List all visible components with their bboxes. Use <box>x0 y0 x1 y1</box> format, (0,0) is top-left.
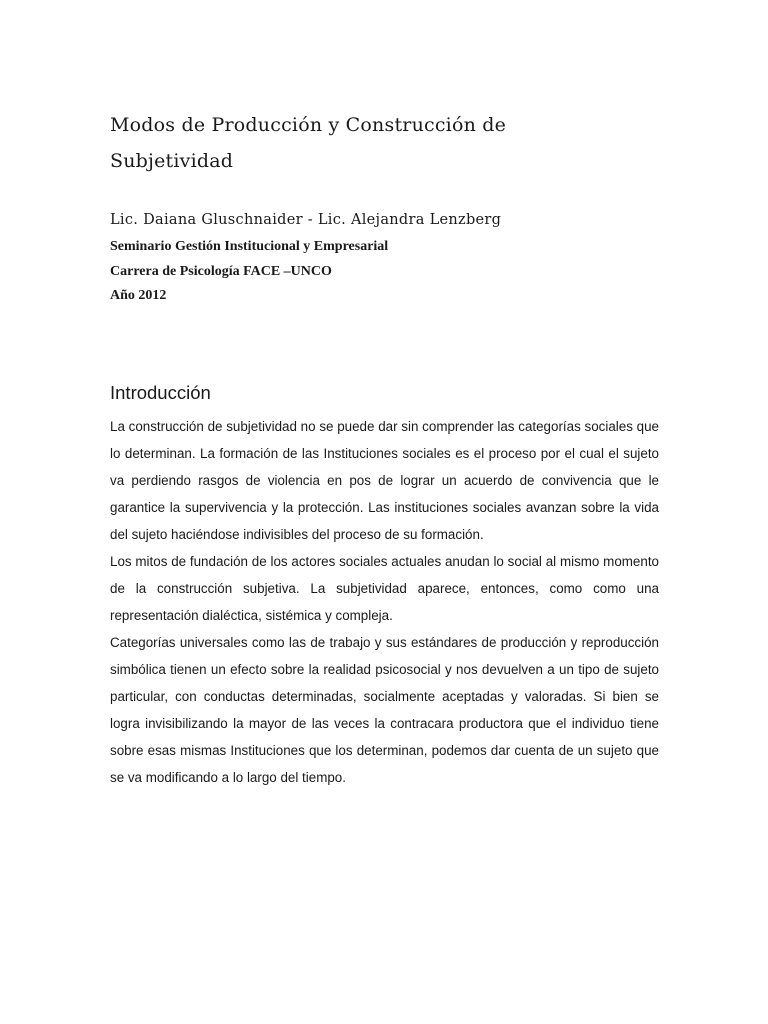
document-year: Año 2012 <box>110 288 167 303</box>
document-authors: Lic. Daiana Gluschnaider - Lic. Alejandra Lenzberg <box>110 212 502 228</box>
seminar-name: Seminario Gestión Institucional y Empresarial <box>110 239 389 254</box>
paragraph-1: La construcción de subjetividad no se puede dar sin comprender las categorías sociales que lo determinan. La formación de las Instituciones sociales es el proceso por el cual el sujeto va perdiendo rasgos de violencia en pos de lograr un acuerdo de convivencia que le garantice la supervivencia y la protección. Las instituciones sociales avanzan sobre la vida del sujeto haciéndose indivisibles del proceso de su formación. <box>110 419 659 542</box>
paragraph-3: Categorías universales como las de trabajo y sus estándares de producción y reproducción simbólica tienen un efecto sobre la realidad psicosocial y nos devuelven a un tipo de sujeto particular, con conductas determinadas, socialmente aceptadas y valoradas. Si bien se logra invisibilizando la mayor de las veces la contracara productora que el individuo tiene sobre esas mismas Instituciones que los determinan, podemos dar cuenta de un sujeto que se va modificando a lo largo del tiempo. <box>110 635 659 785</box>
section-body <box>110 413 659 791</box>
section-heading-introduccion: Introducción <box>110 382 211 403</box>
career-name: Carrera de Psicología FACE –UNCO <box>110 264 332 279</box>
paragraph-2: Los mitos de fundación de los actores sociales actuales anudan lo social al mismo momento de la construcción subjetiva. La subjetividad aparece, entonces, como como una representación dialéctica, sistémica y compleja. <box>110 554 659 623</box>
document-title-line-1: Modos de Producción y Construcción de <box>110 114 507 136</box>
document-title-line-2: Subjetividad <box>110 150 234 172</box>
